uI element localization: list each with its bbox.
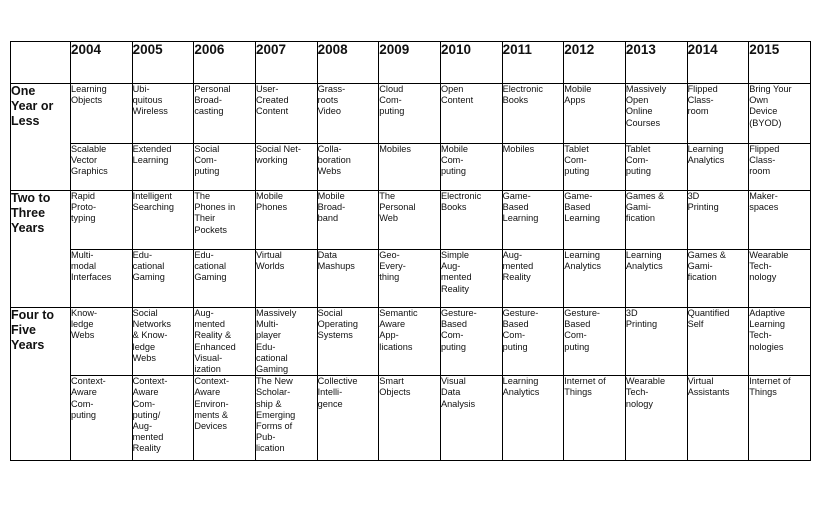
technology-cell: Open Content xyxy=(440,84,502,144)
technology-cell: Semantic Aware App- lications xyxy=(379,308,441,376)
technology-cell: Gesture- Based Com- puting xyxy=(502,308,564,376)
year-header: 2008 xyxy=(317,42,379,84)
technology-cell: Grass- roots Video xyxy=(317,84,379,144)
technology-cell: Virtual Worlds xyxy=(255,250,317,308)
technology-cell: Wearable Tech- nology xyxy=(749,250,811,308)
technology-cell: Cloud Com- puting xyxy=(379,84,441,144)
technology-cell: Wearable Tech- nology xyxy=(625,376,687,461)
technology-cell: Electronic Books xyxy=(502,84,564,144)
technology-cell: User- Created Content xyxy=(255,84,317,144)
year-header: 2006 xyxy=(194,42,256,84)
technology-cell: Massively Multi- player Edu- cational Gaming xyxy=(255,308,317,376)
header-row xyxy=(11,42,811,84)
table-row xyxy=(11,250,811,308)
technology-cell: Learning Analytics xyxy=(625,250,687,308)
table-row xyxy=(11,84,811,144)
year-header: 2015 xyxy=(749,42,811,84)
technology-cell: The New Scholar- ship & Emerging Forms of Pub- lication xyxy=(255,376,317,461)
technology-cell: Intelligent Searching xyxy=(132,191,194,250)
technology-timeline-table xyxy=(10,41,811,461)
technology-cell: Aug- mented Reality xyxy=(502,250,564,308)
technology-cell: The Personal Web xyxy=(379,191,441,250)
technology-cell: Rapid Proto- typing xyxy=(71,191,133,250)
technology-cell: Smart Objects xyxy=(379,376,441,461)
category-one-year-or-less: One Year or Less xyxy=(11,84,71,191)
technology-cell: Game- Based Learning xyxy=(564,191,626,250)
technology-cell: Massively Open Online Courses xyxy=(625,84,687,144)
technology-cell: Electronic Books xyxy=(440,191,502,250)
year-header: 2010 xyxy=(440,42,502,84)
technology-cell: Know- ledge Webs xyxy=(71,308,133,376)
technology-cell: Learning Analytics xyxy=(502,376,564,461)
technology-cell: Scalable Vector Graphics xyxy=(71,144,133,191)
technology-cell: Virtual Assistants xyxy=(687,376,749,461)
technology-cell: Mobile Broad- band xyxy=(317,191,379,250)
technology-cell: Tablet Com- puting xyxy=(625,144,687,191)
year-header: 2011 xyxy=(502,42,564,84)
technology-cell: Aug- mented Reality & Enhanced Visual- ization xyxy=(194,308,256,376)
technology-cell: Mobile Com- puting xyxy=(440,144,502,191)
technology-cell: The Phones in Their Pockets xyxy=(194,191,256,250)
technology-cell: Colla- boration Webs xyxy=(317,144,379,191)
technology-cell: Maker- spaces xyxy=(749,191,811,250)
technology-cell: Context- Aware Com- puting/ Aug- mented Reality xyxy=(132,376,194,461)
technology-cell: Games & Gami- fication xyxy=(687,250,749,308)
technology-cell: Game- Based Learning xyxy=(502,191,564,250)
technology-cell: Social Networks & Know- ledge Webs xyxy=(132,308,194,376)
category-two-to-three-years: Two to Three Years xyxy=(11,191,71,308)
technology-cell: Ubi- quitous Wireless xyxy=(132,84,194,144)
technology-cell: Multi- modal Interfaces xyxy=(71,250,133,308)
technology-cell: Mobiles xyxy=(502,144,564,191)
technology-cell: Flipped Class- room xyxy=(687,84,749,144)
technology-cell: Games & Gami- fication xyxy=(625,191,687,250)
technology-cell: Learning Analytics xyxy=(687,144,749,191)
technology-cell: Social Net- working xyxy=(255,144,317,191)
year-header: 2009 xyxy=(379,42,441,84)
technology-cell: Learning Objects xyxy=(71,84,133,144)
technology-cell: Collective Intelli- gence xyxy=(317,376,379,461)
technology-cell: Geo- Every- thing xyxy=(379,250,441,308)
technology-cell: 3D Printing xyxy=(687,191,749,250)
corner-cell xyxy=(11,42,71,84)
table-row xyxy=(11,376,811,461)
technology-cell: 3D Printing xyxy=(625,308,687,376)
category-four-to-five-years: Four to Five Years xyxy=(11,308,71,461)
technology-cell: Edu- cational Gaming xyxy=(132,250,194,308)
year-header: 2005 xyxy=(132,42,194,84)
technology-cell: Extended Learning xyxy=(132,144,194,191)
technology-cell: Visual Data Analysis xyxy=(440,376,502,461)
technology-cell: Mobiles xyxy=(379,144,441,191)
technology-cell: Learning Analytics xyxy=(564,250,626,308)
technology-cell: Flipped Class- room xyxy=(749,144,811,191)
technology-cell: Gesture- Based Com- puting xyxy=(440,308,502,376)
technology-cell: Personal Broad- casting xyxy=(194,84,256,144)
technology-cell: Mobile Apps xyxy=(564,84,626,144)
technology-cell: Edu- cational Gaming xyxy=(194,250,256,308)
technology-cell: Simple Aug- mented Reality xyxy=(440,250,502,308)
year-header: 2004 xyxy=(71,42,133,84)
technology-cell: Data Mashups xyxy=(317,250,379,308)
technology-cell: Gesture- Based Com- puting xyxy=(564,308,626,376)
table-row xyxy=(11,144,811,191)
technology-cell: Quantified Self xyxy=(687,308,749,376)
technology-cell: Mobile Phones xyxy=(255,191,317,250)
table-row xyxy=(11,191,811,250)
year-header: 2013 xyxy=(625,42,687,84)
year-header: 2007 xyxy=(255,42,317,84)
year-header: 2014 xyxy=(687,42,749,84)
technology-cell: Internet of Things xyxy=(564,376,626,461)
technology-cell: Adaptive Learning Tech- nologies xyxy=(749,308,811,376)
year-header: 2012 xyxy=(564,42,626,84)
technology-cell: Internet of Things xyxy=(749,376,811,461)
table-row xyxy=(11,308,811,376)
technology-cell: Context- Aware Environ- ments & Devices xyxy=(194,376,256,461)
technology-cell: Tablet Com- puting xyxy=(564,144,626,191)
technology-cell: Social Operating Systems xyxy=(317,308,379,376)
technology-cell: Bring Your Own Device (BYOD) xyxy=(749,84,811,144)
technology-cell: Social Com- puting xyxy=(194,144,256,191)
technology-cell: Context- Aware Com- puting xyxy=(71,376,133,461)
